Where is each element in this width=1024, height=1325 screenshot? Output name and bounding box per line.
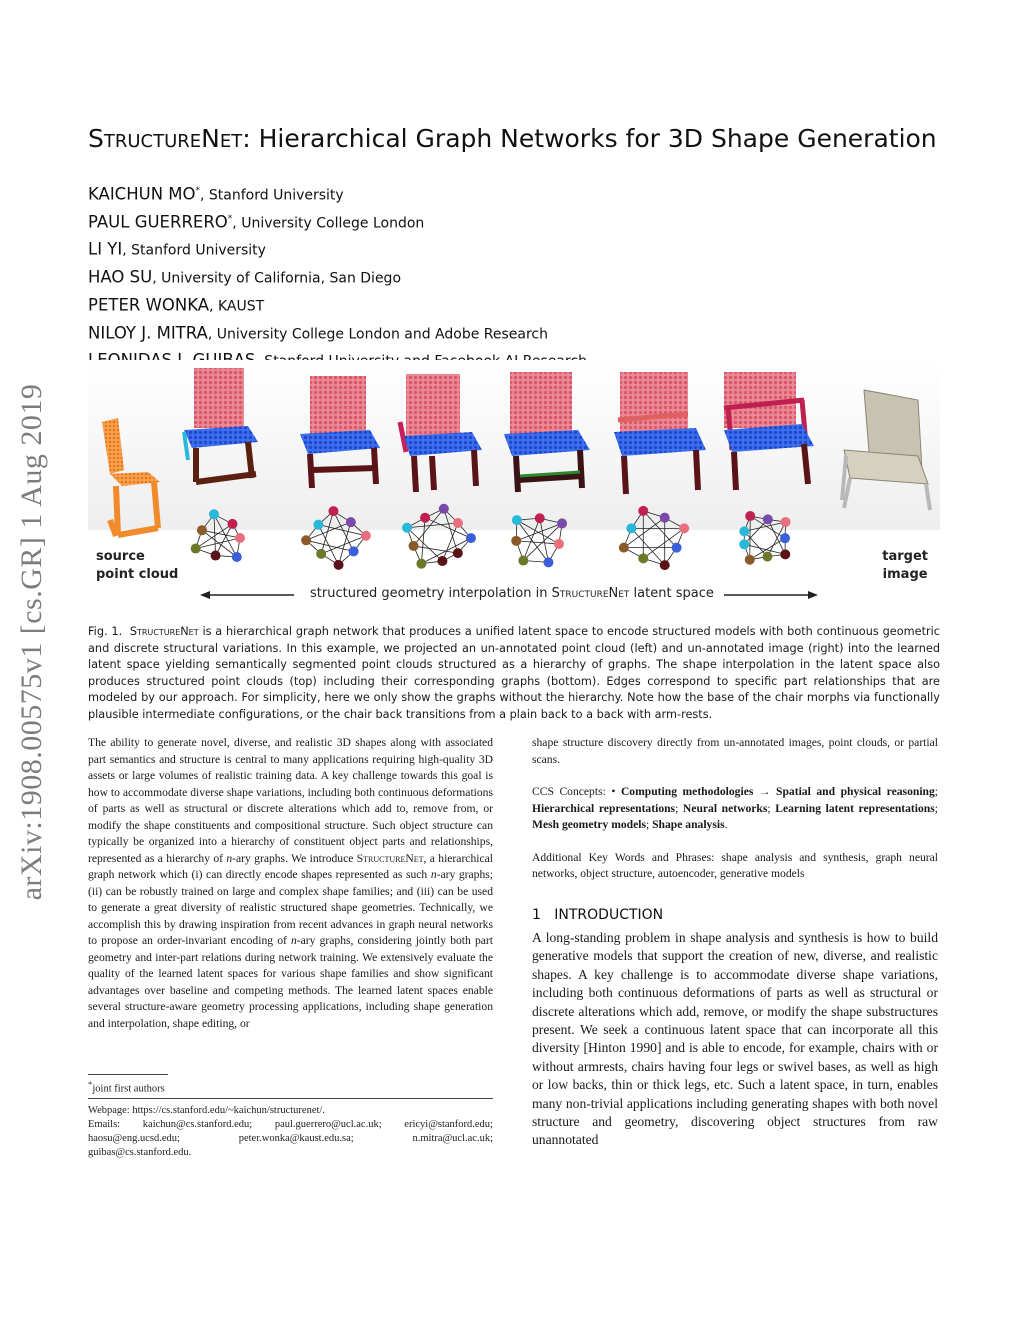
- graph-edge: [306, 540, 353, 551]
- graph-node: [235, 533, 245, 543]
- source-label-line2: point cloud: [96, 567, 179, 582]
- title-method-name: StructureNet: [88, 124, 243, 153]
- graph-node: [349, 546, 359, 556]
- graph-node: [453, 518, 463, 528]
- graph-edge: [414, 546, 458, 553]
- graph-node: [361, 531, 371, 541]
- email-address[interactable]: n.mitra@ucl.ac.uk;: [412, 1133, 493, 1144]
- author-entry: [88, 263, 788, 291]
- abstract: The ability to generate novel, diverse, and realistic 3D shapes along with associated part semantics and structure is central to many applications requiring high-quality 3D assets or large volumes of realistic training data. A key challenge towards this goal is how to accommodate diverse shape variations, including both continuous deformations of parts as well as structural or discrete alterations which add to, remove from, or modify the shape constituents and compositional structure. Such object structure can typically be organized into a hierarchy of constituent object parts and relationships, represented as a hierarchy of n-ary graphs. We introduce StructureNet, a hierarchical graph network which (i) can directly encode shapes represented as such n-ary graphs; (ii) can be robustly trained on large and complex shape families; and (iii) can be used to generate a great diversity of realistic structured shape geometries. Technically, we accomplish this by drawing inspiration from recent advances in graph neural networks to propose an order-invariant encoding of n-ary graphs, considering jointly both part geometry and inter-part relations during network training. We extensively evaluate the quality of the learned latent spaces for various shape families and show significant advantages over baseline and competing methods. The learned latent spaces enable several structure-aware geometry processing applications, including shape generation and interpolation, shape editing, or: [88, 736, 494, 1030]
- graph-node: [409, 541, 419, 551]
- graph-node: [316, 549, 326, 559]
- graph-node: [512, 515, 522, 525]
- graph-node: [638, 506, 648, 516]
- graph-node: [313, 520, 323, 530]
- email-address[interactable]: haosu@eng.ucsd.edu;: [88, 1133, 180, 1144]
- graph-node: [781, 517, 791, 527]
- graph-node: [745, 511, 755, 521]
- graph-node: [191, 544, 201, 554]
- abstract-continued: shape structure discovery directly from un-annotated images, point clouds, or partial scans.: [532, 736, 938, 766]
- graph-node: [227, 519, 237, 529]
- graph-node: [619, 543, 629, 553]
- graph-node: [763, 514, 773, 524]
- emails-label: Emails:: [88, 1119, 121, 1130]
- author-list: [88, 180, 788, 374]
- email-address[interactable]: peter.wonka@kaust.edu.sa;: [238, 1133, 354, 1144]
- interpolation-label: structured geometry interpolation in StructureNet latent space: [310, 586, 714, 601]
- graph-node: [554, 539, 564, 549]
- graph-node: [420, 513, 430, 523]
- teaser-figure-graphic: [88, 360, 940, 610]
- graph-node: [453, 548, 463, 558]
- graph-node: [679, 523, 689, 533]
- source-label-line1: source: [96, 549, 145, 564]
- graph-node: [402, 523, 412, 533]
- footnote-rule: [88, 1074, 168, 1075]
- caption-text: is a hierarchical graph network that produces a unified latent space to encode structured models with both continuous geometric and discrete structural variations. In this example, we projected an un-annotated point cloud (left) and un-annotated image (right) into the learned latent space yielding semantically segmented point clouds structured as a hierarchy of graphs. The shape interpolation in the latent space also produces structured point clouds (top) including their corresponding graphs (bottom). Edges correspond to specific part relationships that are modeled by our approach. For simplicity, here we only show the graphs without the hierarchy. Note how the base of the chair morphs via functionally plausible intermediate configurations, or the chair back transitions from a plain back to a back with arm-rests.: [88, 625, 940, 721]
- author-affiliation: , Stanford University: [122, 242, 266, 259]
- author-entry: [88, 319, 788, 347]
- section-heading-introduction: 1 INTRODUCTION: [532, 906, 664, 923]
- email-address[interactable]: guibas@cs.stanford.edu.: [88, 1147, 192, 1158]
- graph-node: [466, 533, 476, 543]
- ccs-concepts: CCS Concepts: • Computing methodologies → Spatial and physical reasoning; Hierarchical representations; Neural networks; Learning latent representations; Mesh geometry models; Shape analysis.: [532, 785, 939, 831]
- email-address[interactable]: ericyi@stanford.edu;: [404, 1119, 493, 1130]
- graph-node: [660, 560, 670, 570]
- graph-node: [739, 526, 749, 536]
- footnote: *joint first authors: [88, 1079, 165, 1095]
- graph-node: [511, 536, 521, 546]
- introduction-text: A long-standing problem in shape analysis and synthesis is how to build generative models that support the creation of new, diverse, and realistic shapes. A key challenge is to accommodate diverse shape variations, including both continuous deformations of parts as well as structural or discrete alterations which add, remove, or modify the shape substructures present. We seek a continuous latent space that can incorporate all this diversity [Hinton 1990] and is able to encode, for example, chairs with or without armrests, chairs having four legs or swivel bases, as well as high or low backs, thin or thick legs, etc. Such a latent space, in turn, enables many non-trivial applications including generating shapes with both novel structure and geometry, discovering object structures from raw unannotated: [532, 930, 938, 1148]
- graph-node: [232, 552, 242, 562]
- author-entry: [88, 291, 788, 319]
- email-address[interactable]: paul.guerrero@ucl.ac.uk;: [274, 1119, 382, 1130]
- additional-keywords: Additional Key Words and Phrases: shape analysis and synthesis, graph neural networks, object structure, autoencoder, generative models: [532, 850, 938, 880]
- email-list: [88, 1118, 493, 1160]
- graph-node: [301, 535, 311, 545]
- webpage-link[interactable]: Webpage: https://cs.stanford.edu/~kaichun/structurenet/.: [88, 1105, 325, 1116]
- author-entry: [88, 235, 788, 263]
- author-name: KAICHUN MO: [88, 184, 196, 204]
- graph-node: [557, 518, 567, 528]
- author-affiliation: , Stanford University: [200, 187, 344, 204]
- author-marker: *: [227, 213, 233, 224]
- author-entry: [88, 208, 788, 236]
- author-name: NILOY J. MITRA: [88, 323, 208, 342]
- graph-node: [543, 557, 553, 567]
- author-contact: [88, 1104, 493, 1160]
- author-name: PETER WONKA: [88, 295, 210, 315]
- caption-label: Fig. 1.: [88, 625, 123, 638]
- email-row: [88, 1146, 493, 1160]
- email-row: [88, 1132, 493, 1146]
- graph-edge: [516, 541, 559, 544]
- author-entry: [88, 180, 788, 208]
- teaser-figure: [88, 360, 940, 610]
- graph-node: [535, 513, 545, 523]
- target-label-line2: image: [882, 567, 928, 582]
- structure-graph: [739, 511, 790, 565]
- footer-rule: [88, 1098, 493, 1099]
- graph-node: [416, 559, 426, 569]
- graph-node: [346, 517, 356, 527]
- structure-graph: [511, 513, 567, 567]
- right-column: [532, 735, 938, 1150]
- graph-node: [334, 560, 344, 570]
- graph-node: [745, 555, 755, 565]
- graph-node: [780, 549, 790, 559]
- graph-node: [780, 533, 790, 543]
- graph-node: [660, 513, 670, 523]
- graph-node: [626, 523, 636, 533]
- target-label-line1: target: [882, 549, 928, 564]
- graph-node: [209, 509, 219, 519]
- title-rest: : Hierarchical Graph Networks for 3D Shape Generation: [242, 124, 937, 153]
- author-marker: *: [195, 186, 200, 196]
- graph-node: [672, 543, 682, 553]
- author-affiliation: , University College London and Adobe Research: [207, 326, 549, 342]
- caption-method-name: StructureNet: [129, 625, 199, 638]
- author-affiliation: , University College London: [232, 215, 425, 232]
- graph-node: [439, 504, 449, 514]
- author-name: LI YI: [88, 239, 123, 259]
- graph-node: [518, 556, 528, 566]
- target-label: [882, 548, 928, 584]
- email-row: [88, 1118, 493, 1132]
- author-affiliation: , University of California, San Diego: [152, 270, 402, 287]
- graph-node: [328, 506, 338, 516]
- author-affiliation: , KAUST: [209, 298, 265, 315]
- graph-node: [211, 551, 221, 561]
- graph-node: [437, 556, 447, 566]
- graph-node: [762, 552, 772, 562]
- figure-caption: [88, 624, 940, 724]
- email-address[interactable]: kaichun@cs.stanford.edu;: [142, 1119, 253, 1130]
- graph-node: [739, 539, 749, 549]
- author-name: HAO SU: [88, 267, 153, 287]
- source-label: [96, 548, 178, 584]
- paper-title: [88, 124, 968, 153]
- graph-node: [638, 553, 648, 563]
- arxiv-identifier: arXiv:1908.00575v1 [cs.GR] 1 Aug 2019: [15, 383, 48, 901]
- graph-edge: [196, 538, 240, 549]
- author-name: PAUL GUERRERO: [88, 212, 228, 232]
- graph-node: [197, 525, 207, 535]
